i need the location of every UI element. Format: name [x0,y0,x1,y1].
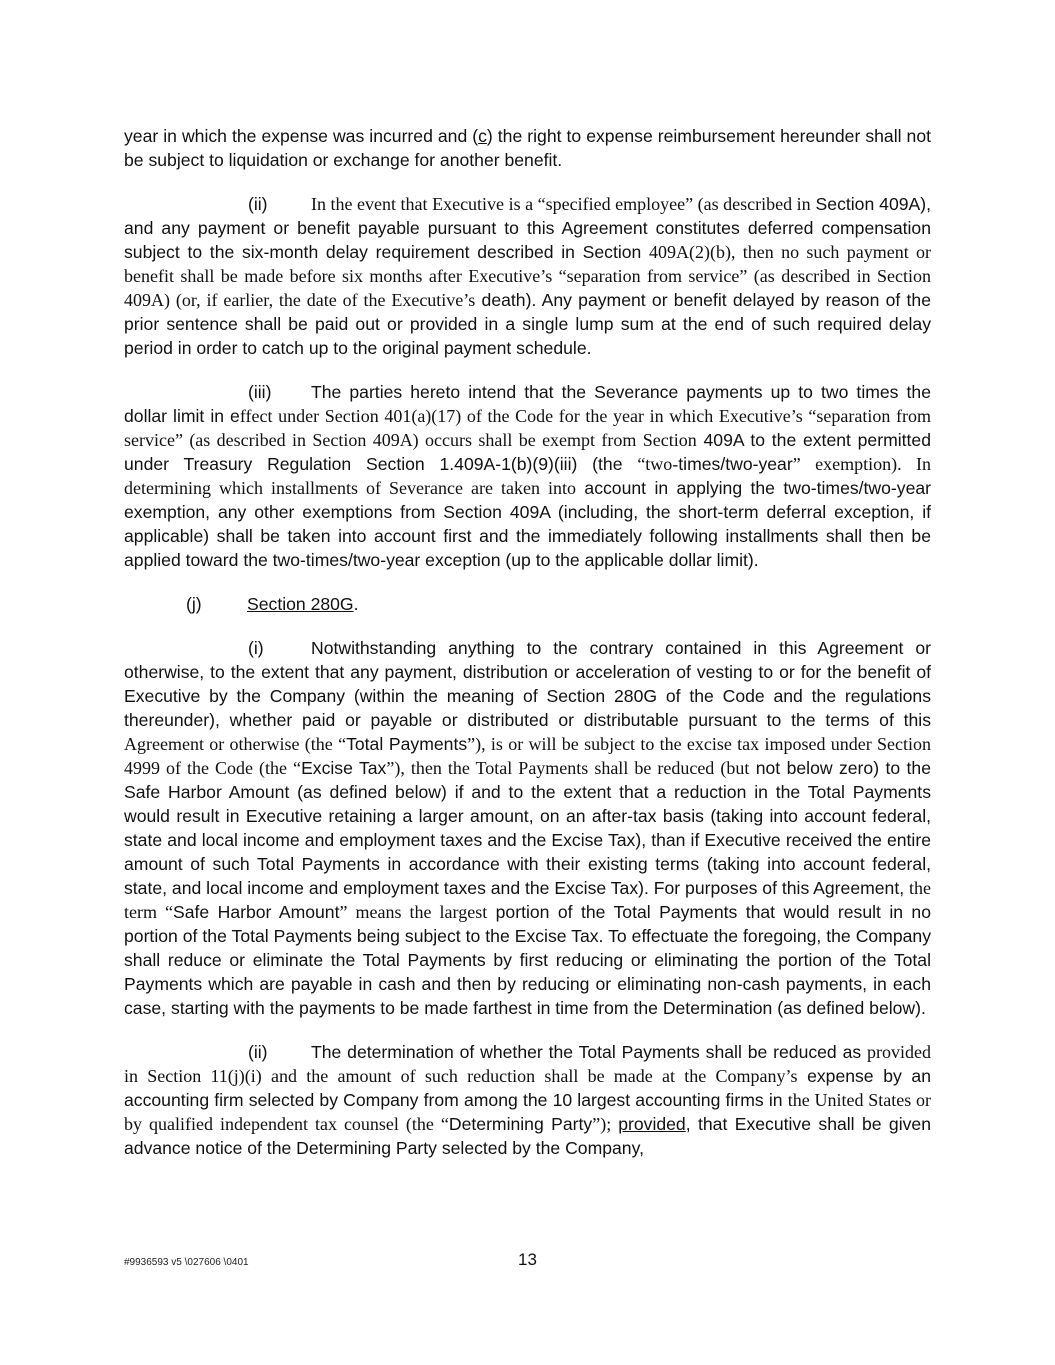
defined-term: Determining Party [448,1114,593,1134]
text-run: the United States or by qualified independent tax counsel (the “ [124,1090,931,1134]
clause-label: (ii) [248,194,268,214]
text-run: The parties hereto intend that the Severance payments up to two times the dollar limit in e [124,382,931,426]
text-run: ) the right to expense reimbursement hereunder shall not be subject to liquidation or exchange for another benefit. [124,126,931,170]
text-run: 409A(2)(b), then no such payment or benefit shall be made before six months after Executive’s “separation from service” (as described in Section 409A) (or, if earlier, the date of the Executive’s [124,242,931,310]
text-run: portion of the Total Payments that would result in no portion of the Total Payments being subject to the Excise Tax. To effectuate the foregoing, the Company shall reduce or eliminate the Total Payments by first reducing or eliminating the portion of the Total Payments which are payable in cash and then by reducing or eliminating non-cash payments, in each case, starting with the payments to be made farthest in time from the Determination (as defined below). [124,902,931,1018]
text-run: death). Any payment or benefit delayed by reason of the prior sentence shall be paid out or provided in a single lump sum at the end of such required delay period in order to catch up to the original payment schedule. [124,290,932,358]
text-run: . [353,594,359,614]
clause-label: (iii) [248,382,272,402]
paragraph-continuation [124,124,931,172]
text-run: that Executive shall be given advance notice of the Determining Party selected by the Company, [124,1114,931,1158]
text-run: account in applying the two-times/two-year exemption, any other exemptions from Section 409A (including, the short-term deferral exception, if applicable) shall be taken into account first and the immediately following installments shall then be applied toward the two-times/two-year exception (up to the applicable dollar limit). [124,478,932,570]
underlined-letter: c [478,126,487,146]
paragraph-i-total-payments [124,636,931,1020]
text-run: not below zero) to the Safe Harbor Amount (as defined below) if and to the extent that a reduction in the Total Payments would result in Executive retaining a larger amount, on an after-tax basis (taking into account federal, state and local income and employment taxes and the Excise Tax), than if Executive received the entire amount of such Total Payments in accordance with their existing terms (taking into account federal, state, and local income and employment taxes and the Excise Tax). For purposes of this Agreement, [124,758,932,898]
defined-term: Safe Harbor Amount [173,902,340,922]
clause-label: (i) [248,638,264,658]
text-run: , [685,1114,691,1134]
clause-label: (ii) [248,1042,268,1062]
text-run: “two- [637,454,679,474]
text-run: ” exemption). In determining which installments of Severance are taken into [124,454,931,498]
text-run: ” means the largest [339,902,488,922]
text-run: Agreement or otherwise (the “ [124,734,347,754]
paragraph-ii-specified-employee [124,192,931,360]
text-run: expense by an accounting firm selected by Company from among the 10 largest accounting firms in [124,1066,931,1110]
paragraph-ii-determination [124,1040,931,1160]
defined-term: Excise Tax [301,758,387,778]
text-run: ”), is or will be subject to the excise tax imposed under Section 4999 of the Code (the “ [124,734,932,778]
text-run: Notwithstanding anything to the contrary contained in this Agreement or otherwise, to the extent that any payment, distribution or acceleration of vesting to or for the benefit of Executive by the Company (within the meaning of Section 280G of the Code and the regulations thereunder), whether paid or payable or distributed or distributable pursuant to the terms of this [124,638,931,730]
text-run: ”); [592,1114,619,1134]
footer-document-id: #9936593 v5 \027606 \0401 [124,1257,249,1268]
text-run: ffect under Section 401(a)(17) of the Code for the year in which Executive’s “separation from service” (as described in Section 409A) occurs shall be exempt from Section [124,406,931,450]
text-run: The determination of whether the Total Payments shall be reduced as [311,1042,868,1062]
defined-term: Total Payments [346,734,468,754]
text-run: times/two-year [678,454,793,474]
section-label: (j) [186,594,202,614]
text-run: year in which the expense was incurred and ( [124,126,479,146]
page-number: 13 [518,1250,537,1269]
underlined-term: provided [618,1114,686,1134]
paragraph-iii-two-times-exemption [124,380,931,572]
text-run: In the event that Executive is a “specified employee” (as described in [311,194,811,214]
text-run: the term “ [124,878,931,922]
text-run: provided in Section 11(j)(i) and the amount of such reduction shall be made at the Company’s [124,1042,931,1086]
text-run: Section 409A), and any payment or benefit payable pursuant to this Agreement constitutes deferred compensation subject to the six-month delay requirement described in Section [124,194,931,262]
section-heading-280g [186,592,931,616]
section-title: Section 280G [247,594,354,614]
document-body [124,124,931,1160]
text-run: 409A to the extent permitted under Treasury Regulation Section 1.409A-1(b)(9)(iii) (the [124,430,931,474]
text-run: ”), then the Total Payments shall be reduced (but [386,758,750,778]
